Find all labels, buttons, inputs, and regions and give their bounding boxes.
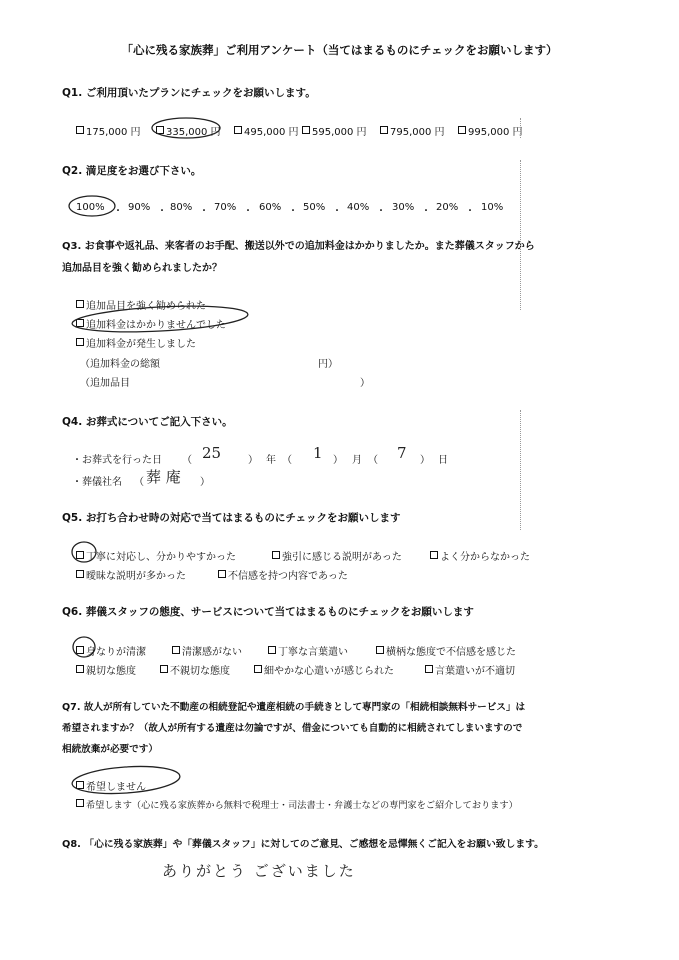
q4-hall-value[interactable]: 葬 庵 [146, 468, 181, 486]
q2-option-50[interactable]: 50% [303, 202, 326, 213]
q5-option-distrust[interactable]: 不信感を持つ内容であった [218, 567, 348, 582]
q1-option-795000[interactable]: 795,000 円 [380, 123, 445, 138]
q8-question: Q8. 「心に残る家族葬」や「葬儀スタッフ」に対してのご意見、ご感想を忌憚無くご記入をお願い致します。 [62, 839, 544, 850]
q7-option-no[interactable]: 希望しません [76, 778, 146, 793]
q6-option-polite-speech[interactable]: 丁寧な言葉遣い [268, 643, 348, 658]
q5-option-polite[interactable]: 丁寧に対応し、分かりやすかった [76, 548, 236, 563]
q1-option-335000[interactable]: 335,000 円 [156, 123, 221, 138]
q6-selection-circle [73, 637, 95, 657]
q2-separator: ・ [421, 206, 431, 217]
q1-option-175000[interactable]: 175,000 円 [76, 123, 141, 138]
paren-close: ） [200, 477, 210, 488]
q2-option-30[interactable]: 30% [392, 202, 415, 213]
paren-open: （ [182, 455, 192, 466]
q4-date-label: ・お葬式を行った日 [72, 455, 162, 466]
paren-open: （ [282, 455, 292, 466]
q7-question-line3: 相続放棄が必要です） [62, 744, 158, 755]
q3-option-no-extra-fee[interactable]: 追加料金はかかりませんでした [76, 316, 226, 331]
q5-option-vague[interactable]: 曖昧な説明が多かった [76, 567, 186, 582]
q1-question: Q1. ご利用頂いたプランにチェックをお願いします。 [62, 87, 316, 99]
q2-option-90[interactable]: 90% [128, 202, 151, 213]
q7-question-line2: 希望されますか？（故人が所有する遺産は勿論ですが、借金についても自動的に相続されてしまいますので [62, 723, 523, 734]
q2-option-100[interactable]: 100% [76, 202, 105, 213]
q2-separator: ・ [243, 206, 253, 217]
q6-option-considerate[interactable]: 細やかな心遣いが感じられた [254, 662, 394, 677]
q3-question-line2: 追加品目を強く勧められましたか？ [62, 263, 222, 274]
q5-selection-circle [72, 542, 96, 562]
paren-open: （ [368, 455, 378, 466]
q3-option-pushed-items[interactable]: 追加品目を強く勧められた [76, 297, 206, 312]
q2-option-20[interactable]: 20% [436, 202, 459, 213]
q4-day-value[interactable]: 7 [397, 444, 407, 462]
q4-question: Q4. お葬式についてご記入下さい。 [62, 416, 233, 428]
q5-option-forceful[interactable]: 強引に感じる説明があった [272, 548, 402, 563]
q2-option-80[interactable]: 80% [170, 202, 193, 213]
q2-option-40[interactable]: 40% [347, 202, 370, 213]
q2-separator: ・ [157, 206, 167, 217]
q4-month-unit: 月 [352, 455, 362, 466]
q5-question: Q5. お打ち合わせ時の対応で当てはまるものにチェックをお願いします [62, 512, 401, 524]
q1-option-495000[interactable]: 495,000 円 [234, 123, 299, 138]
q6-option-not-clean[interactable]: 清潔感がない [172, 643, 242, 658]
q4-hall-label: ・葬儀社名 [72, 477, 122, 488]
q3-question-line1: Q3. お食事や返礼品、来客者のお手配、搬送以外での追加料金はかかりましたか。また葬儀スタッフから [62, 241, 535, 252]
q3-total-unit: 円） [318, 359, 338, 370]
q2-separator: ・ [465, 206, 475, 217]
paren-close: ） [248, 455, 258, 466]
q5-option-unclear[interactable]: よく分からなかった [430, 548, 530, 563]
q6-option-arrogant[interactable]: 横柄な態度で不信感を感じた [376, 643, 516, 658]
q1-selection-circle [152, 118, 220, 138]
q7-selection-circle [71, 763, 181, 796]
q3-items-close: ） [360, 378, 370, 389]
q1-option-595000[interactable]: 595,000 円 [302, 123, 367, 138]
q6-option-improper-speech[interactable]: 言葉遣いが不適切 [425, 662, 515, 677]
q2-question: Q2. 満足度をお選び下さい。 [62, 165, 202, 177]
q6-question: Q6. 葬儀スタッフの態度、サービスについて当てはまるものにチェックをお願いします [62, 606, 474, 618]
q3-items-label: （追加品目 [80, 378, 130, 389]
q3-option-extra-fee[interactable]: 追加料金が発生しました [76, 335, 196, 350]
q2-separator: ・ [332, 206, 342, 217]
q2-option-60[interactable]: 60% [259, 202, 282, 213]
q2-separator: ・ [376, 206, 386, 217]
q2-option-70[interactable]: 70% [214, 202, 237, 213]
q6-option-unkind[interactable]: 不親切な態度 [160, 662, 230, 677]
q6-option-clean-appearance[interactable]: 身なりが清潔 [76, 643, 146, 658]
q3-selection-circle [71, 302, 248, 335]
survey-title: 「心に残る家族葬」ご利用アンケート（当てはまるものにチェックをお願いします） [121, 43, 558, 57]
q8-answer[interactable]: ありがとう ございました [162, 862, 356, 880]
q2-separator: ・ [113, 206, 123, 217]
q4-day-unit: 日 [438, 455, 448, 466]
q4-year-unit: 年 [266, 455, 276, 466]
paren-open: （ [134, 477, 144, 488]
q4-year-value[interactable]: 25 [202, 444, 222, 462]
q2-selection-circle [69, 196, 115, 216]
q2-separator: ・ [199, 206, 209, 217]
paren-close: ） [420, 455, 430, 466]
q1-option-995000[interactable]: 995,000 円 [458, 123, 523, 138]
q4-month-value[interactable]: 1 [313, 444, 323, 462]
q3-total-label: （追加料金の総額 [80, 359, 160, 370]
q2-option-10[interactable]: 10% [481, 202, 504, 213]
q7-question-line1: Q7. 故人が所有していた不動産の相続登記や遺産相続の手続きとして専門家の「相続相談無料サービス」は [62, 702, 526, 713]
paren-close: ） [333, 455, 343, 466]
q6-option-kind[interactable]: 親切な態度 [76, 662, 136, 677]
q7-option-yes[interactable]: 希望します（心に残る家族葬から無料で税理士・司法書士・弁護士などの専門家をご紹介しております） [76, 797, 518, 811]
q2-separator: ・ [288, 206, 298, 217]
